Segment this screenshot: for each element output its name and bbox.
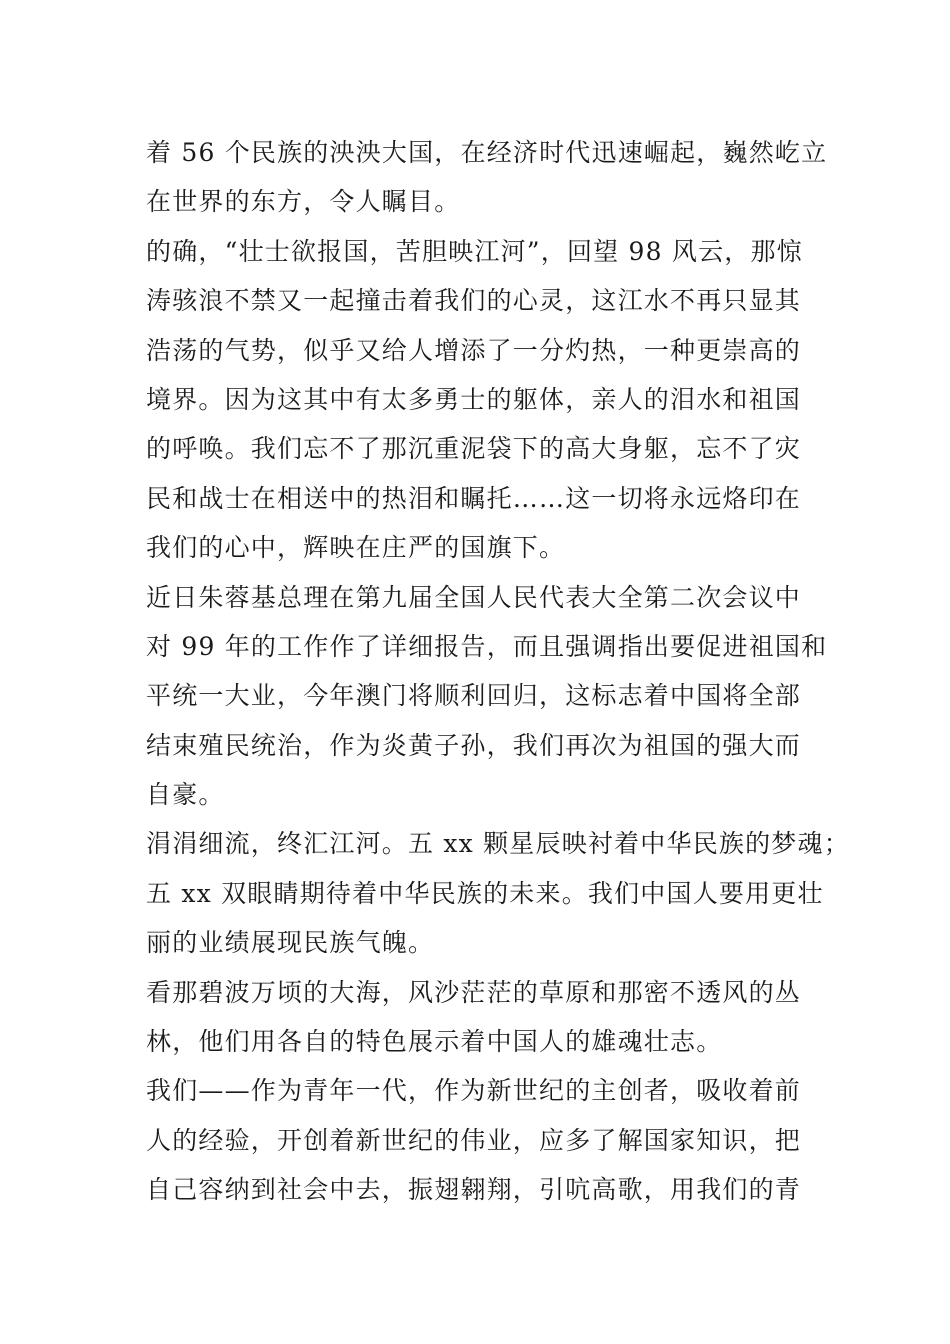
- text-line: 在世界的东方，令人瞩目。: [146, 187, 461, 217]
- text-line: 对 99 年的工作作了详细报告，而且强调指出要促进祖国和: [146, 631, 828, 661]
- text-line: 看那碧波万顷的大海，风沙茫茫的草原和那密不透风的丛: [146, 977, 802, 1007]
- text-line: 涛骇浪不禁又一起撞击着我们的心灵，这江水不再只显其: [146, 286, 802, 316]
- text-line: 我们——作为青年一代，作为新世纪的主创者，吸收着前: [146, 1076, 802, 1106]
- text-line: 民和战士在相送中的热泪和瞩托……这一切将永远烙印在: [146, 483, 802, 513]
- text-line: 我们的心中，辉映在庄严的国旗下。: [146, 533, 566, 563]
- text-line: 结束殖民统治，作为炎黄子孙，我们再次为祖国的强大而: [146, 730, 802, 760]
- text-line: 平统一大业，今年澳门将顺利回归，这标志着中国将全部: [146, 681, 802, 711]
- text-line: 自豪。: [146, 780, 225, 810]
- text-line: 的确，“壮士欲报国，苦胆映江河”，回望 98 风云，那惊: [146, 236, 803, 266]
- text-line: 林，他们用各自的特色展示着中国人的雄魂壮志。: [146, 1027, 723, 1057]
- text-line: 五 xx 双眼睛期待着中华民族的未来。我们中国人要用更壮: [146, 878, 824, 908]
- text-line: 自己容纳到社会中去，振翅翱翔，引吭高歌，用我们的青: [146, 1175, 802, 1205]
- text-line: 近日朱蓉基总理在第九届全国人民代表大全第二次会议中: [146, 582, 802, 612]
- body-text: [146, 128, 850, 1215]
- text-line: 的呼唤。我们忘不了那沉重泥袋下的高大身躯，忘不了灾: [146, 434, 802, 464]
- text-line: 涓涓细流，终汇江河。五 xx 颗星辰映衬着中华民族的梦魂；: [146, 829, 850, 859]
- text-line: 境界。因为这其中有太多勇士的躯体，亲人的泪水和祖国: [146, 384, 802, 414]
- text-line: 人的经验，开创着新世纪的伟业，应多了解国家知识，把: [146, 1125, 802, 1155]
- text-line: 丽的业绩展现民族气魄。: [146, 928, 435, 958]
- text-line: 浩荡的气势，似乎又给人增添了一分灼热，一种更崇高的: [146, 335, 802, 365]
- text-line: 着 56 个民族的泱泱大国，在经济时代迅速崛起，巍然屹立: [146, 138, 828, 167]
